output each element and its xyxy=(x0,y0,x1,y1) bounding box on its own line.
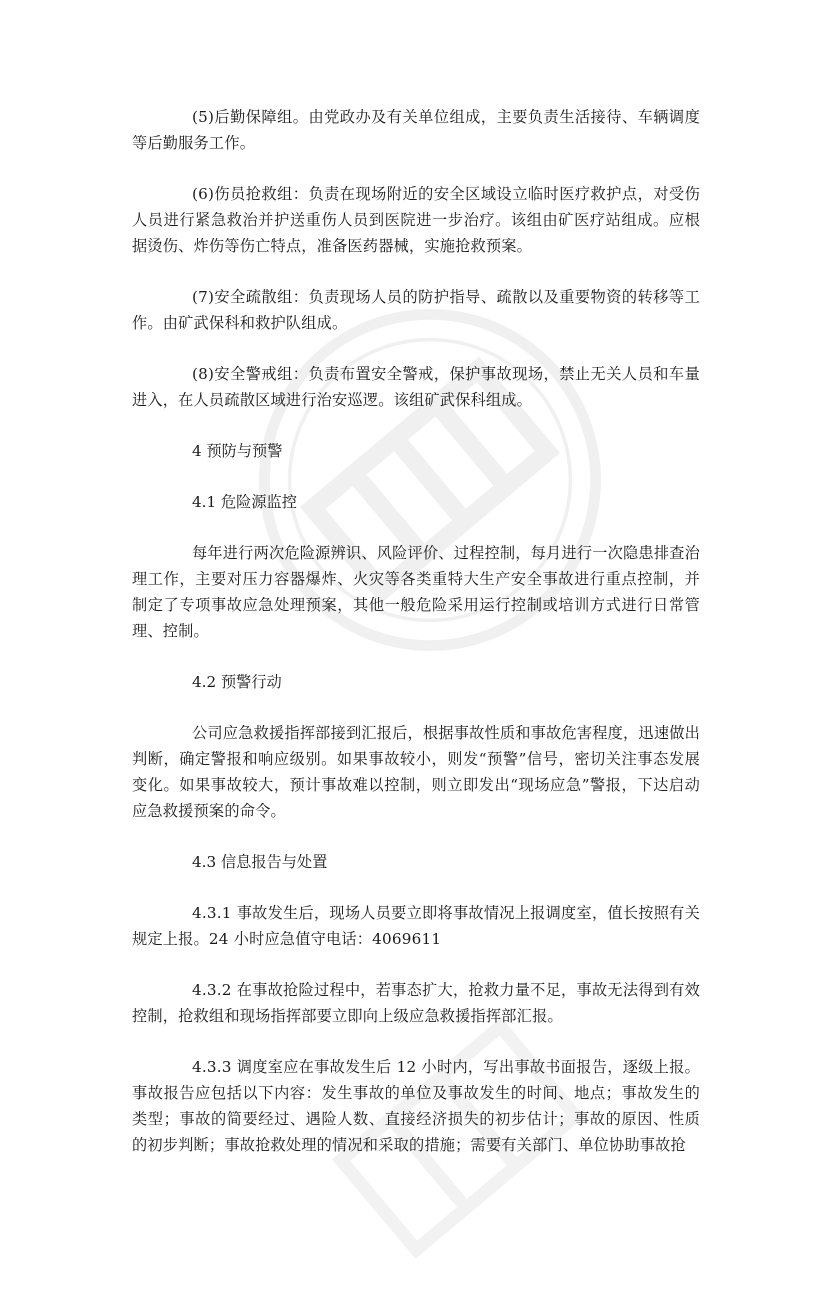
paragraph-rescue-group: (6)伤员抢救组：负责在现场附近的安全区域设立临时医疗救护点，对受伤人员进行紧急救治并护送重伤人员到医院进一步治疗。该组由矿医疗站组成。应根据烫伤、炸伤等伤亡特点，准备医药器械，实施抢救预案。 xyxy=(132,185,700,255)
section-heading-hazard-monitoring: 4.1 危险源监控 xyxy=(192,493,297,511)
paragraph-warning-action: 公司应急救援指挥部接到汇报后，根据事故性质和事故危害程度，迅速做出判断，确定警报和响应级别。如果事故较小，则发“预警”信号，密切关注事态发展变化。如果事故较大，预计事故难以控制，则立即发出“现场应急”警报，下达启动应急救援预案的命令。 xyxy=(132,724,700,820)
section-heading-prevention: 4 预防与预警 xyxy=(192,442,283,460)
paragraph-report-4-3-1: 4.3.1 事故发生后，现场人员要立即将事故情况上报调度室，值长按照有关规定上报。24 小时应急值守电话：4069611 xyxy=(132,904,700,948)
paragraph-report-4-3-2: 4.3.2 在事故抢险过程中，若事态扩大，抢救力量不足，事故无法得到有效控制，抢救组和现场指挥部要立即向上级应急救援指挥部汇报。 xyxy=(132,981,700,1025)
document-body xyxy=(132,104,700,1183)
paragraph-hazard-monitoring: 每年进行两次危险源辨识、风险评价、过程控制，每月进行一次隐患排查治理工作，主要对压力容器爆炸、火灾等各类重特大生产安全事故进行重点控制，并制定了专项事故应急处理预案，其他一般危险采用运行控制或培训方式进行日常管理、控制。 xyxy=(132,544,700,640)
section-heading-warning-action: 4.2 预警行动 xyxy=(192,673,282,691)
paragraph-logistics-group: (5)后勤保障组。由党政办及有关单位组成，主要负责生活接待、车辆调度等后勤服务工作。 xyxy=(132,108,700,152)
section-heading-info-reporting: 4.3 信息报告与处置 xyxy=(192,853,328,871)
paragraph-security-group: (8)安全警戒组：负责布置安全警戒，保护事故现场，禁止无关人员和车量进入，在人员疏散区域进行治安巡逻。该组矿武保科组成。 xyxy=(132,365,700,409)
paragraph-evacuation-group: (7)安全疏散组：负责现场人员的防护指导、疏散以及重要物资的转移等工作。由矿武保科和救护队组成。 xyxy=(132,288,700,332)
paragraph-report-4-3-3: 4.3.3 调度室应在事故发生后 12 小时内，写出事故书面报告，逐级上报。事故报告应包括以下内容：发生事故的单位及事故发生的时间、地点；事故发生的类型；事故的简要经过、遇险人数、直接经济损失的初步估计；事故的原因、性质的初步判断；事故抢救处理的情况和采取的措施；需要有关部门、单位协助事故抢 xyxy=(132,1058,700,1154)
